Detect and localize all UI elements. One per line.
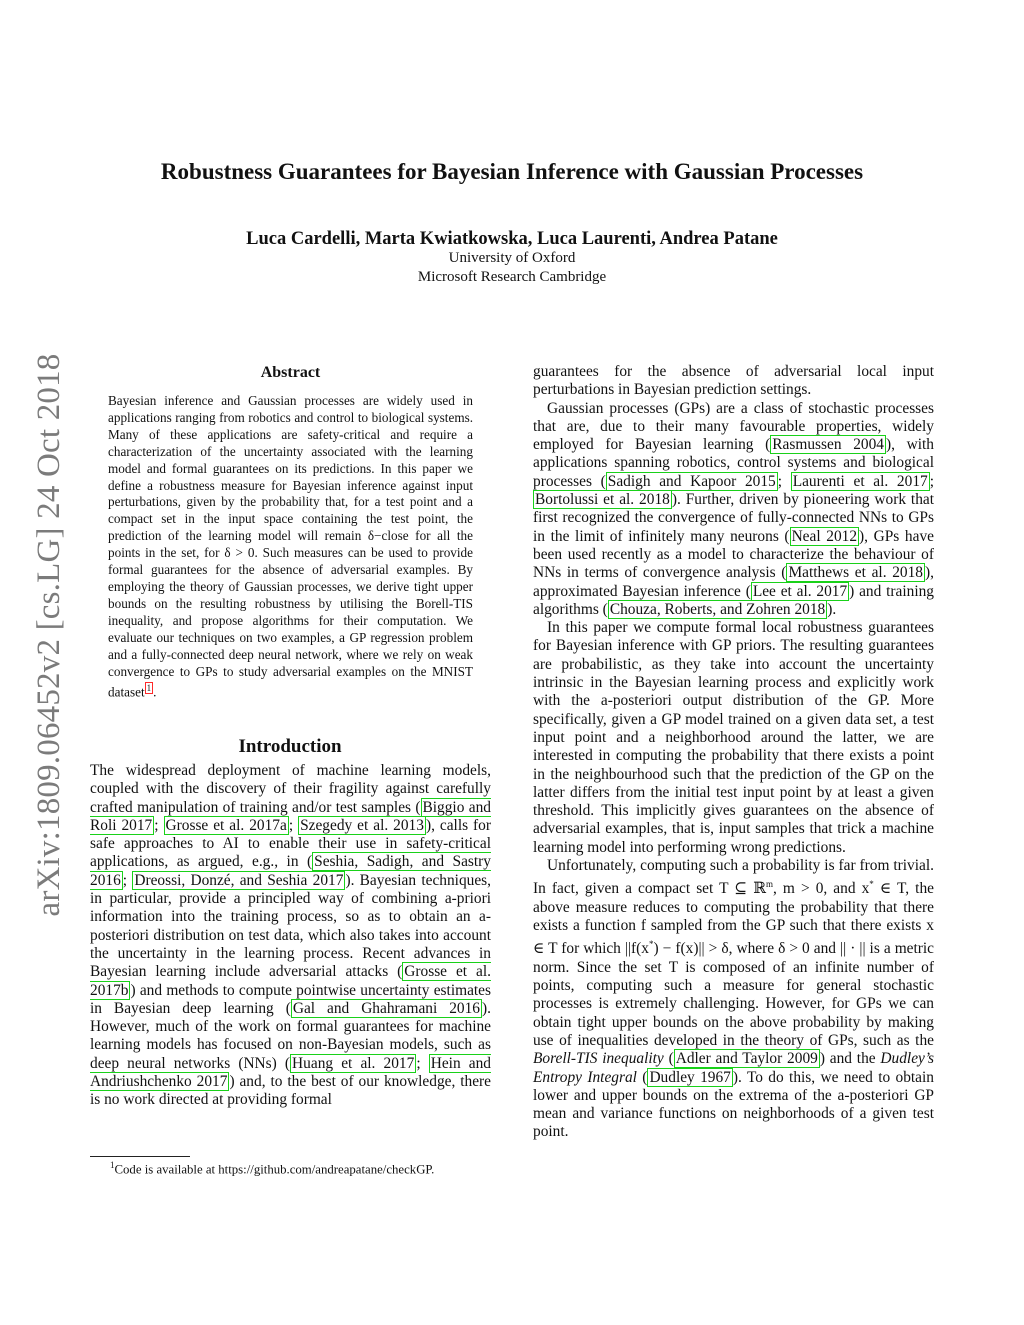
text-run: ). Further, driven by pioneering work that first recognized the convergence of fully-connected NNs to GPs in the limit of infinitely many neurons ( (533, 491, 934, 545)
citation-link[interactable]: Szegedy et al. 2013 (300, 816, 424, 834)
citation-link[interactable]: Biggio and Roli 2017 (90, 798, 491, 834)
introduction-heading: Introduction (238, 736, 342, 757)
text-run: ). To do this, we need to obtain lower and upper bounds on the extrema of the a-posteriori GP mean and variance functions on neighborhoods of a given test point. (533, 1068, 934, 1141)
author-list: Luca Cardelli, Marta Kwiatkowska, Luca Laurenti, Andrea Patane (246, 229, 778, 249)
right-column (533, 363, 934, 1142)
citation-link[interactable]: Dudley 1967 (649, 1068, 731, 1086)
citation-link[interactable]: Sadigh and Kapoor 2015 (607, 472, 776, 490)
citation-link[interactable]: Laurenti et al. 2017 (792, 472, 928, 490)
text-run: ) and the (819, 1050, 881, 1068)
text-run: ) − f(x)|| > δ, where δ > 0 and || · || is a metric norm. Since the set T is composed of an infinite number of points, computing such a measure for general stochastic processes is extremely challenging. However, for GPs we can obtain tight upper bounds on the above probability by making use of inequalities developed in the theory of GPs, such as the (533, 940, 935, 1049)
math-superscript: m (766, 879, 774, 890)
left-column (90, 762, 491, 1110)
footnote (90, 1160, 510, 1177)
footnote-mark: 1 (110, 1160, 115, 1170)
citation-link[interactable]: Huang et al. 2017 (292, 1054, 415, 1072)
emphasis-text: Dudley’s Entropy Integral (533, 1050, 934, 1086)
abstract-end: . (153, 684, 157, 700)
continued-paragraph: guarantees for the absence of adversarial local input perturbations in Bayesian prediction settings. (533, 363, 934, 399)
footnote-link[interactable]: 1 (146, 683, 152, 694)
text-run: ; (416, 1054, 429, 1072)
text-run: ( (636, 1068, 648, 1086)
text-run: ). (827, 600, 837, 618)
text-run: ( (663, 1050, 674, 1068)
text-run: ) and, to the best of our knowledge, there is no work directed at providing formal (90, 1073, 492, 1109)
text-run: Gaussian processes (GPs) are a class of stochastic processes that are, due to their many favourable properties, widely employed for Bayesian learning ( (533, 399, 934, 454)
citation-link[interactable]: Grosse et al. 2017a (165, 816, 287, 834)
footnote-text: Code is available at https://github.com/andreapatane/checkGP. (114, 1162, 435, 1177)
citation-link[interactable]: Lee et al. 2017 (752, 582, 848, 600)
paper-title: Robustness Guarantees for Bayesian Inference with Gaussian Processes (160, 159, 864, 184)
affiliation-microsoft: Microsoft Research Cambridge (417, 269, 607, 285)
citation-link[interactable]: Adler and Taylor 2009 (675, 1050, 818, 1068)
text-run: ; (122, 871, 133, 889)
citation-link[interactable]: Seshia, Sadigh, and Sastry 2016 (90, 853, 491, 889)
footnote-divider (90, 1156, 190, 1157)
abstract-text: Bayesian inference and Gaussian processes are widely used in applications ranging from robotics and control to biological systems. Many of these applications are safety-critical and require a characterization of the uncertainty associated with the learning model and formal guarantees on its predictions. In this paper we define a robustness measure for Bayesian inference against input perturbations, given by the probability that, for a test point and a compact set in the input space containing the test point, the prediction of the learning model will remain δ−close for all the points in the set, for δ > 0. Such measures can be used to provide formal guarantees for the absence of adversarial examples. By employing the theory of Gaussian processes, we derive tight upper bounds on the resulting robustness by utilising the Borell-TIS inequality, and propose algorithms for their computation. We evaluate our techniques on two examples, a GP regression problem and a fully-connected deep neural network, where we rely on weak convergence to GPs to study adversarial examples on the MNIST dataset (108, 393, 473, 700)
text-run: , m > 0, and x (773, 880, 870, 898)
affiliation-oxford: University of Oxford (448, 250, 576, 266)
abstract-heading: Abstract (260, 364, 321, 381)
emphasis-text: Borell-TIS inequality (533, 1050, 664, 1068)
text-run: The widespread deployment of machine learning models, coupled with the discovery of their fragility against carefully crafted manipulation of training and/or test samples ( (90, 762, 491, 816)
arxiv-identifier: arXiv:1809.06452v2 [cs.LG] 24 Oct 2018 (30, 353, 67, 917)
text-run: ), with applications spanning robotics, control systems and biological processes ( (533, 436, 935, 490)
citation-link[interactable]: Grosse et al. 2017b (90, 963, 491, 999)
contribution-paragraph: In this paper we compute formal local robustness guarantees for Bayesian inference with GP priors. The resulting guarantees are probabilistic, as they take into account the uncertainty intrinsic in the Bayesian learning process and explicitly work with the a-posteriori output distribution of the GP. More specifically, given a GP model trained on a given data set, a test input point and a neighborhood around the latter, we are interested in computing the probability that there exists a point in the neighbourhood such that the prediction of the GP on the latter differs from the initial test input point by at least a given threshold. This implicitly gives guarantees on the absence of adversarial examples, that is, input samples that trick a machine learning model into performing wrong predictions. (533, 619, 934, 856)
text-run: ; (154, 816, 164, 834)
text-run: ). However, much of the work on formal guarantees for machine learning models has focused on non-Bayesian models, such as deep neural networks (NNs) ( (90, 999, 491, 1072)
intro-paragraph (90, 762, 491, 1110)
citation-link[interactable]: Bortolussi et al. 2018 (535, 491, 670, 509)
math-superscript: * (869, 879, 874, 890)
citation-link[interactable]: Dreossi, Donzé, and Seshia 2017 (134, 871, 344, 889)
text-run: ∈ T, the above measure reduces to computing the probability that there exists a function f sampled from the GP such that there exists x ∈ T for which ||f(x (533, 880, 934, 958)
math-superscript: * (649, 939, 654, 950)
citation-link[interactable]: Neal 2012 (791, 527, 858, 545)
text-run: ), GPs have been used recently as a model to characterize the behaviour of NNs in terms of convergence analysis ( (533, 527, 934, 582)
citation-link[interactable]: Hein and Andriushchenko 2017 (90, 1054, 491, 1091)
text-run: ; (777, 472, 791, 490)
abstract-body (108, 393, 473, 702)
text-run: ) and training algorithms ( (533, 582, 934, 618)
difficulty-paragraph (533, 857, 934, 1142)
text-run: Unfortunately, computing such a probability is far from trivial. In fact, given a compact set T ⊆ ℝ (533, 857, 934, 898)
citation-link[interactable]: Matthews et al. 2018 (788, 564, 924, 582)
text-run: ). Bayesian techniques, in particular, provide a principled way of combining a-priori information into the training process, so as to obtain an a-posteriori distribution on test data, which also takes into account the uncertainty in the learning process. Recent advances in Bayesian learning include adversarial attacks ( (90, 871, 492, 981)
citation-link[interactable]: Gal and Ghahramani 2016 (292, 999, 480, 1017)
text-run: ), approximated Bayesian inference ( (533, 564, 934, 600)
citation-link[interactable]: Chouza, Roberts, and Zohren 2018 (609, 600, 826, 618)
text-run: ; (288, 816, 299, 834)
text-run: ; (929, 472, 934, 490)
citation-link[interactable]: Rasmussen 2004 (772, 436, 884, 454)
text-run: ), calls for safe approaches to AI to enable their use in safety-critical applications, as argued, e.g., in ( (90, 816, 492, 871)
gp-paragraph (533, 400, 934, 620)
text-run: ) and methods to compute pointwise uncertainty estimates in Bayesian deep learning ( (90, 981, 491, 1017)
